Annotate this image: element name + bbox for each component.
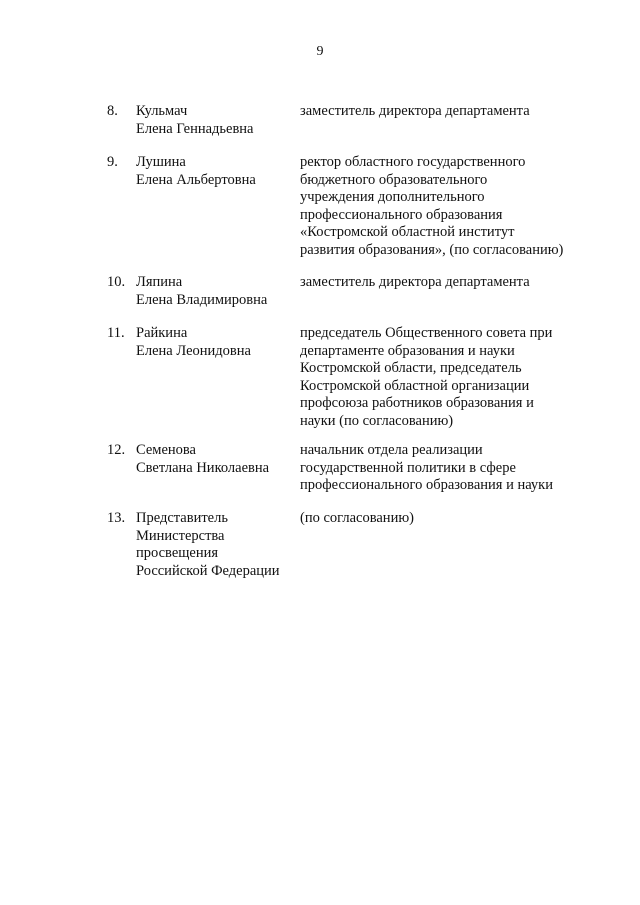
role-line: председатель Общественного совета при [300,325,553,341]
name-line: Кульмач [136,103,188,119]
name-line: Министерства [136,527,225,544]
role-line: заместитель директора департамента [300,103,530,119]
role-line: науки (по согласованию) [300,412,454,429]
role-line: учреждения дополнительного [300,189,485,205]
role-line: профсоюза работников образования и [300,395,534,411]
name-line: Райкина [136,325,188,341]
role-line: начальник отдела реализации [300,442,483,458]
name-line: Представитель [136,510,228,526]
role-line: департаменте образования и науки [300,342,515,359]
entry-role [300,442,590,495]
role-line: Костромской области, председатель [300,360,522,376]
name-line: Елена Леонидовна [136,342,251,359]
page-number: 9 [316,44,324,59]
entry-name [136,442,296,477]
name-line: Ляпина [136,274,183,290]
entry-number: 8. [107,103,118,119]
entry-number: 11. [107,325,125,341]
entry-role [300,154,590,259]
role-line: развития образования», (по согласованию) [300,241,564,258]
role-line: профессионального образования [300,206,503,223]
name-line: Российской Федерации [136,562,280,579]
entry-name [136,154,296,189]
role-line: Костромской областной организации [300,377,530,394]
role-line: бюджетного образовательного [300,171,488,188]
name-line: Елена Геннадьевна [136,120,254,137]
name-line: Светлана Николаевна [136,459,270,476]
role-line: государственной политики в сфере [300,459,516,476]
role-line: профессионального образования и науки [300,477,553,493]
entry-role [300,103,590,121]
entry-role [300,325,590,430]
entry-role [300,510,590,528]
entry-name [136,325,296,360]
role-line: (по согласованию) [300,510,414,526]
entry-role [300,274,590,292]
entry-number: 12. [107,442,126,458]
role-line: ректор областного государственного [300,154,526,170]
name-line: просвещения [136,545,219,561]
entry-number: 9. [107,154,118,170]
entry-name [136,274,296,309]
role-line: «Костромской областной институт [300,224,515,240]
entry-number: 10. [107,274,126,290]
name-line: Лушина [136,154,186,170]
name-line: Елена Альбертовна [136,171,256,188]
entry-name [136,103,296,138]
name-line: Елена Владимировна [136,291,268,308]
entry-number: 13. [107,510,126,526]
name-line: Семенова [136,442,196,458]
role-line: заместитель директора департамента [300,274,530,290]
entry-name [136,510,296,580]
